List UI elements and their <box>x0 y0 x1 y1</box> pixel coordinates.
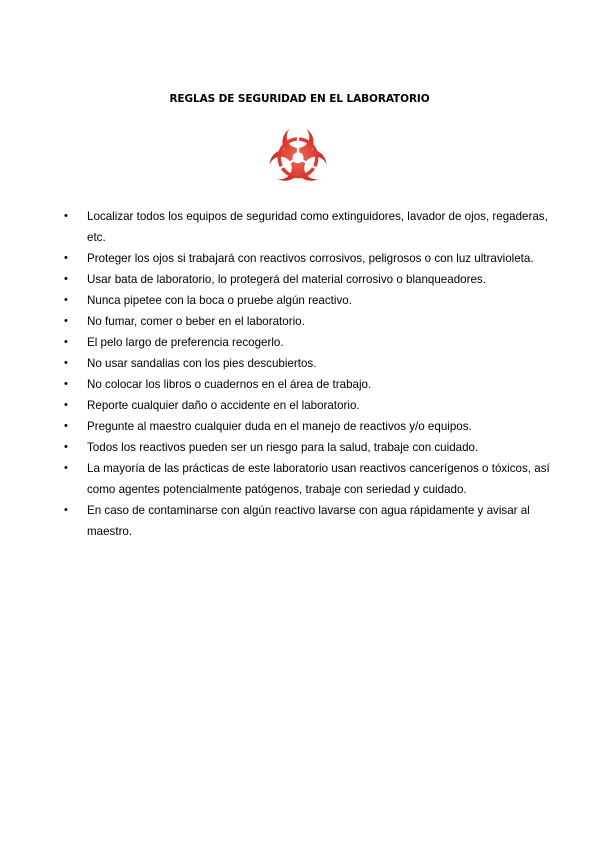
list-item <box>62 395 562 416</box>
list-item <box>62 269 562 290</box>
rule-text: Usar bata de laboratorio, lo protegerá del material corrosivo o blanqueadores. <box>87 273 486 286</box>
list-item <box>62 437 562 458</box>
biohazard-icon <box>259 118 337 196</box>
bullet: • <box>64 378 68 390</box>
bullet: • <box>64 420 68 432</box>
list-item <box>62 206 562 248</box>
rule-text: Reporte cualquier daño o accidente en el laboratorio. <box>87 399 360 412</box>
list-item <box>62 311 562 332</box>
list-item <box>62 500 562 542</box>
bullet: • <box>64 462 68 474</box>
rule-text: Proteger los ojos si trabajará con reactivos corrosivos, peligrosos o con luz ultravioleta. <box>87 252 534 265</box>
bullet: • <box>64 441 68 453</box>
rule-text: No colocar los libros o cuadernos en el área de trabajo. <box>87 378 372 391</box>
rule-text: Todos los reactivos pueden ser un riesgo para la salud, trabaje con cuidado. <box>87 441 479 454</box>
bullet: • <box>64 294 68 306</box>
rule-text: Pregunte al maestro cualquier duda en el manejo de reactivos y/o equipos. <box>87 420 472 433</box>
rule-text: La mayoría de las prácticas de este laboratorio usan reactivos cancerígenos o tóxicos, así como agentes potencialmente patógenos, trabaje con seriedad y cuidado. <box>87 462 550 496</box>
bullet: • <box>64 399 68 411</box>
rule-text: No usar sandalias con los pies descubiertos. <box>87 357 317 370</box>
page-title: REGLAS DE SEGURIDAD EN EL LABORATORIO <box>169 93 430 105</box>
list-item <box>62 416 562 437</box>
rule-text: En caso de contaminarse con algún reactivo lavarse con agua rápidamente y avisar al maestro. <box>87 504 530 538</box>
bullet: • <box>64 315 68 327</box>
list-item <box>62 458 562 500</box>
list-item <box>62 290 562 311</box>
bullet: • <box>64 210 68 222</box>
bullet: • <box>64 273 68 285</box>
list-item <box>62 374 562 395</box>
bullet: • <box>64 504 68 516</box>
rule-text: No fumar, comer o beber en el laboratorio. <box>87 315 305 328</box>
list-item <box>62 353 562 374</box>
rules-list <box>62 206 562 542</box>
bullet: • <box>64 252 68 264</box>
list-item <box>62 332 562 353</box>
bullet: • <box>64 336 68 348</box>
rule-text: Localizar todos los equipos de seguridad como extinguidores, lavador de ojos, regaderas, etc. <box>87 210 548 244</box>
list-item <box>62 248 562 269</box>
bullet: • <box>64 357 68 369</box>
rule-text: Nunca pipetee con la boca o pruebe algún reactivo. <box>87 294 352 307</box>
rule-text: El pelo largo de preferencia recogerlo. <box>87 336 284 349</box>
